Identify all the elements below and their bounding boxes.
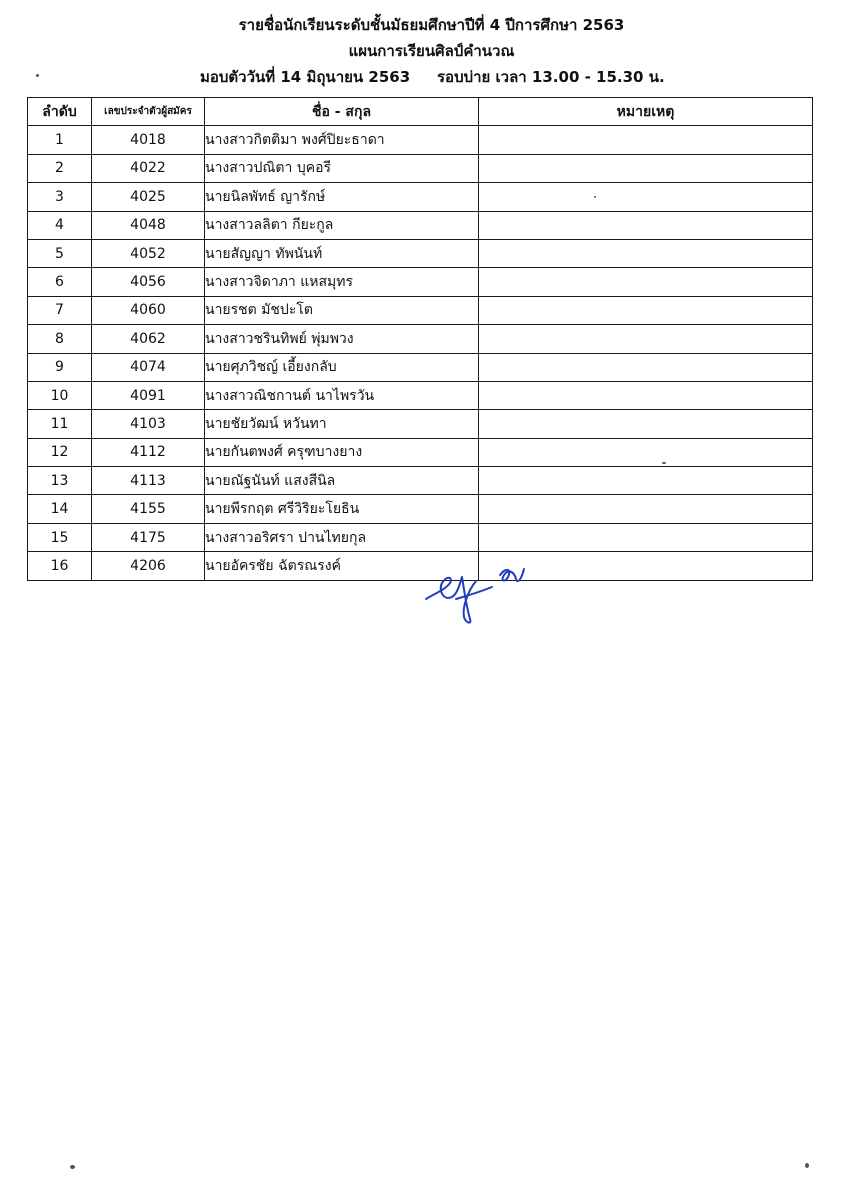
remark-cell: [479, 353, 813, 381]
row-number: 5: [28, 239, 92, 267]
remark-cell: [479, 495, 813, 523]
remark-cell: [479, 126, 813, 154]
column-header-no: ลำดับ: [28, 98, 92, 126]
signature: [420, 555, 530, 630]
scan-speck: [36, 74, 39, 77]
student-name: นางสาวชรินทิพย์ พุ่มพวง: [205, 325, 479, 353]
table-header-row: [28, 98, 813, 126]
applicant-id: 4018: [92, 126, 205, 154]
table-row: [28, 438, 813, 466]
remark-cell: [479, 239, 813, 267]
column-header-remarks: หมายเหตุ: [479, 98, 813, 126]
row-number: 15: [28, 523, 92, 551]
student-name: นายพีรกฤต ศรีวิริยะโยธิน: [205, 495, 479, 523]
applicant-id: 4112: [92, 438, 205, 466]
session-time: รอบบ่าย เวลา 13.00 - 15.30 น.: [437, 68, 665, 86]
student-name: นางสาวลลิตา กียะกูล: [205, 211, 479, 239]
scan-speck: [70, 1165, 75, 1169]
row-number: 4: [28, 211, 92, 239]
remark-cell: [479, 211, 813, 239]
remark-cell: [479, 325, 813, 353]
student-name: นางสาวณิชกานต์ นาไพรวัน: [205, 381, 479, 409]
remark-cell: [479, 154, 813, 182]
table-row: [28, 154, 813, 182]
applicant-id: 4048: [92, 211, 205, 239]
student-name: นายนิลพัทธ์ ญารักษ์: [205, 183, 479, 211]
scan-speck: [805, 1163, 809, 1168]
row-number: 2: [28, 154, 92, 182]
document-title: รายชื่อนักเรียนระดับชั้นมัธยมศึกษาปีที่ 4 ปีการศึกษา 2563: [238, 16, 625, 34]
applicant-id: 4022: [92, 154, 205, 182]
table-row: [28, 183, 813, 211]
row-number: 11: [28, 410, 92, 438]
row-number: 3: [28, 183, 92, 211]
scan-speck: [662, 462, 666, 464]
student-name: นายกันตพงศ์ ครุฑบางยาง: [205, 438, 479, 466]
table-row: [28, 239, 813, 267]
applicant-id: 4025: [92, 183, 205, 211]
student-name: นางสาวอริศรา ปานไทยกุล: [205, 523, 479, 551]
remark-cell: [479, 296, 813, 324]
row-number: 1: [28, 126, 92, 154]
remark-cell: [479, 410, 813, 438]
applicant-id: 4056: [92, 268, 205, 296]
student-name: นายชัยวัฒน์ หวันทา: [205, 410, 479, 438]
applicant-id: 4062: [92, 325, 205, 353]
remark-cell: [479, 523, 813, 551]
student-name: นายสัญญา ทัพนันท์: [205, 239, 479, 267]
applicant-id: 4206: [92, 552, 205, 580]
applicant-id: 4113: [92, 467, 205, 495]
row-number: 13: [28, 467, 92, 495]
scan-speck: [594, 196, 596, 198]
applicant-id: 4155: [92, 495, 205, 523]
applicant-id: 4103: [92, 410, 205, 438]
row-number: 9: [28, 353, 92, 381]
table-row: [28, 325, 813, 353]
applicant-id: 4091: [92, 381, 205, 409]
student-roster-table: [27, 97, 813, 581]
remark-cell: [479, 183, 813, 211]
student-name: นายอัครชัย ฉัตรณรงค์: [205, 552, 479, 580]
remark-cell: [479, 467, 813, 495]
student-name: นายศุภวิชญ์ เอี้ยงกลับ: [205, 353, 479, 381]
row-number: 6: [28, 268, 92, 296]
row-number: 8: [28, 325, 92, 353]
table-row: [28, 268, 813, 296]
row-number: 16: [28, 552, 92, 580]
student-name: นายณัฐนันท์ แสงสีนิล: [205, 467, 479, 495]
student-name: นางสาวปณิตา บุคอรี: [205, 154, 479, 182]
table-row: [28, 211, 813, 239]
table-row: [28, 126, 813, 154]
column-header-name: ชื่อ - สกุล: [205, 98, 479, 126]
student-name: นายรชต มัชปะโต: [205, 296, 479, 324]
table-row: [28, 296, 813, 324]
remark-cell: [479, 381, 813, 409]
column-header-applicant-id: เลขประจำตัวผู้สมัคร: [92, 98, 205, 126]
student-name: นางสาวจิดาภา แหสมุทร: [205, 268, 479, 296]
table-row: [28, 523, 813, 551]
row-number: 14: [28, 495, 92, 523]
session-line: [0, 64, 863, 90]
applicant-id: 4052: [92, 239, 205, 267]
remark-cell: [479, 438, 813, 466]
applicant-id: 4074: [92, 353, 205, 381]
document-header: [0, 12, 863, 90]
table-row: [28, 410, 813, 438]
program-name: แผนการเรียนศิลป์คำนวณ: [348, 42, 515, 60]
table-row: [28, 353, 813, 381]
table-row: [28, 381, 813, 409]
applicant-id: 4060: [92, 296, 205, 324]
student-name: นางสาวกิตติมา พงศ์ปิยะธาดา: [205, 126, 479, 154]
table-row: [28, 495, 813, 523]
report-date: มอบตัววันที่ 14 มิถุนายน 2563: [200, 68, 411, 86]
row-number: 7: [28, 296, 92, 324]
table-body: [28, 126, 813, 580]
table-row: [28, 467, 813, 495]
row-number: 10: [28, 381, 92, 409]
row-number: 12: [28, 438, 92, 466]
remark-cell: [479, 268, 813, 296]
applicant-id: 4175: [92, 523, 205, 551]
